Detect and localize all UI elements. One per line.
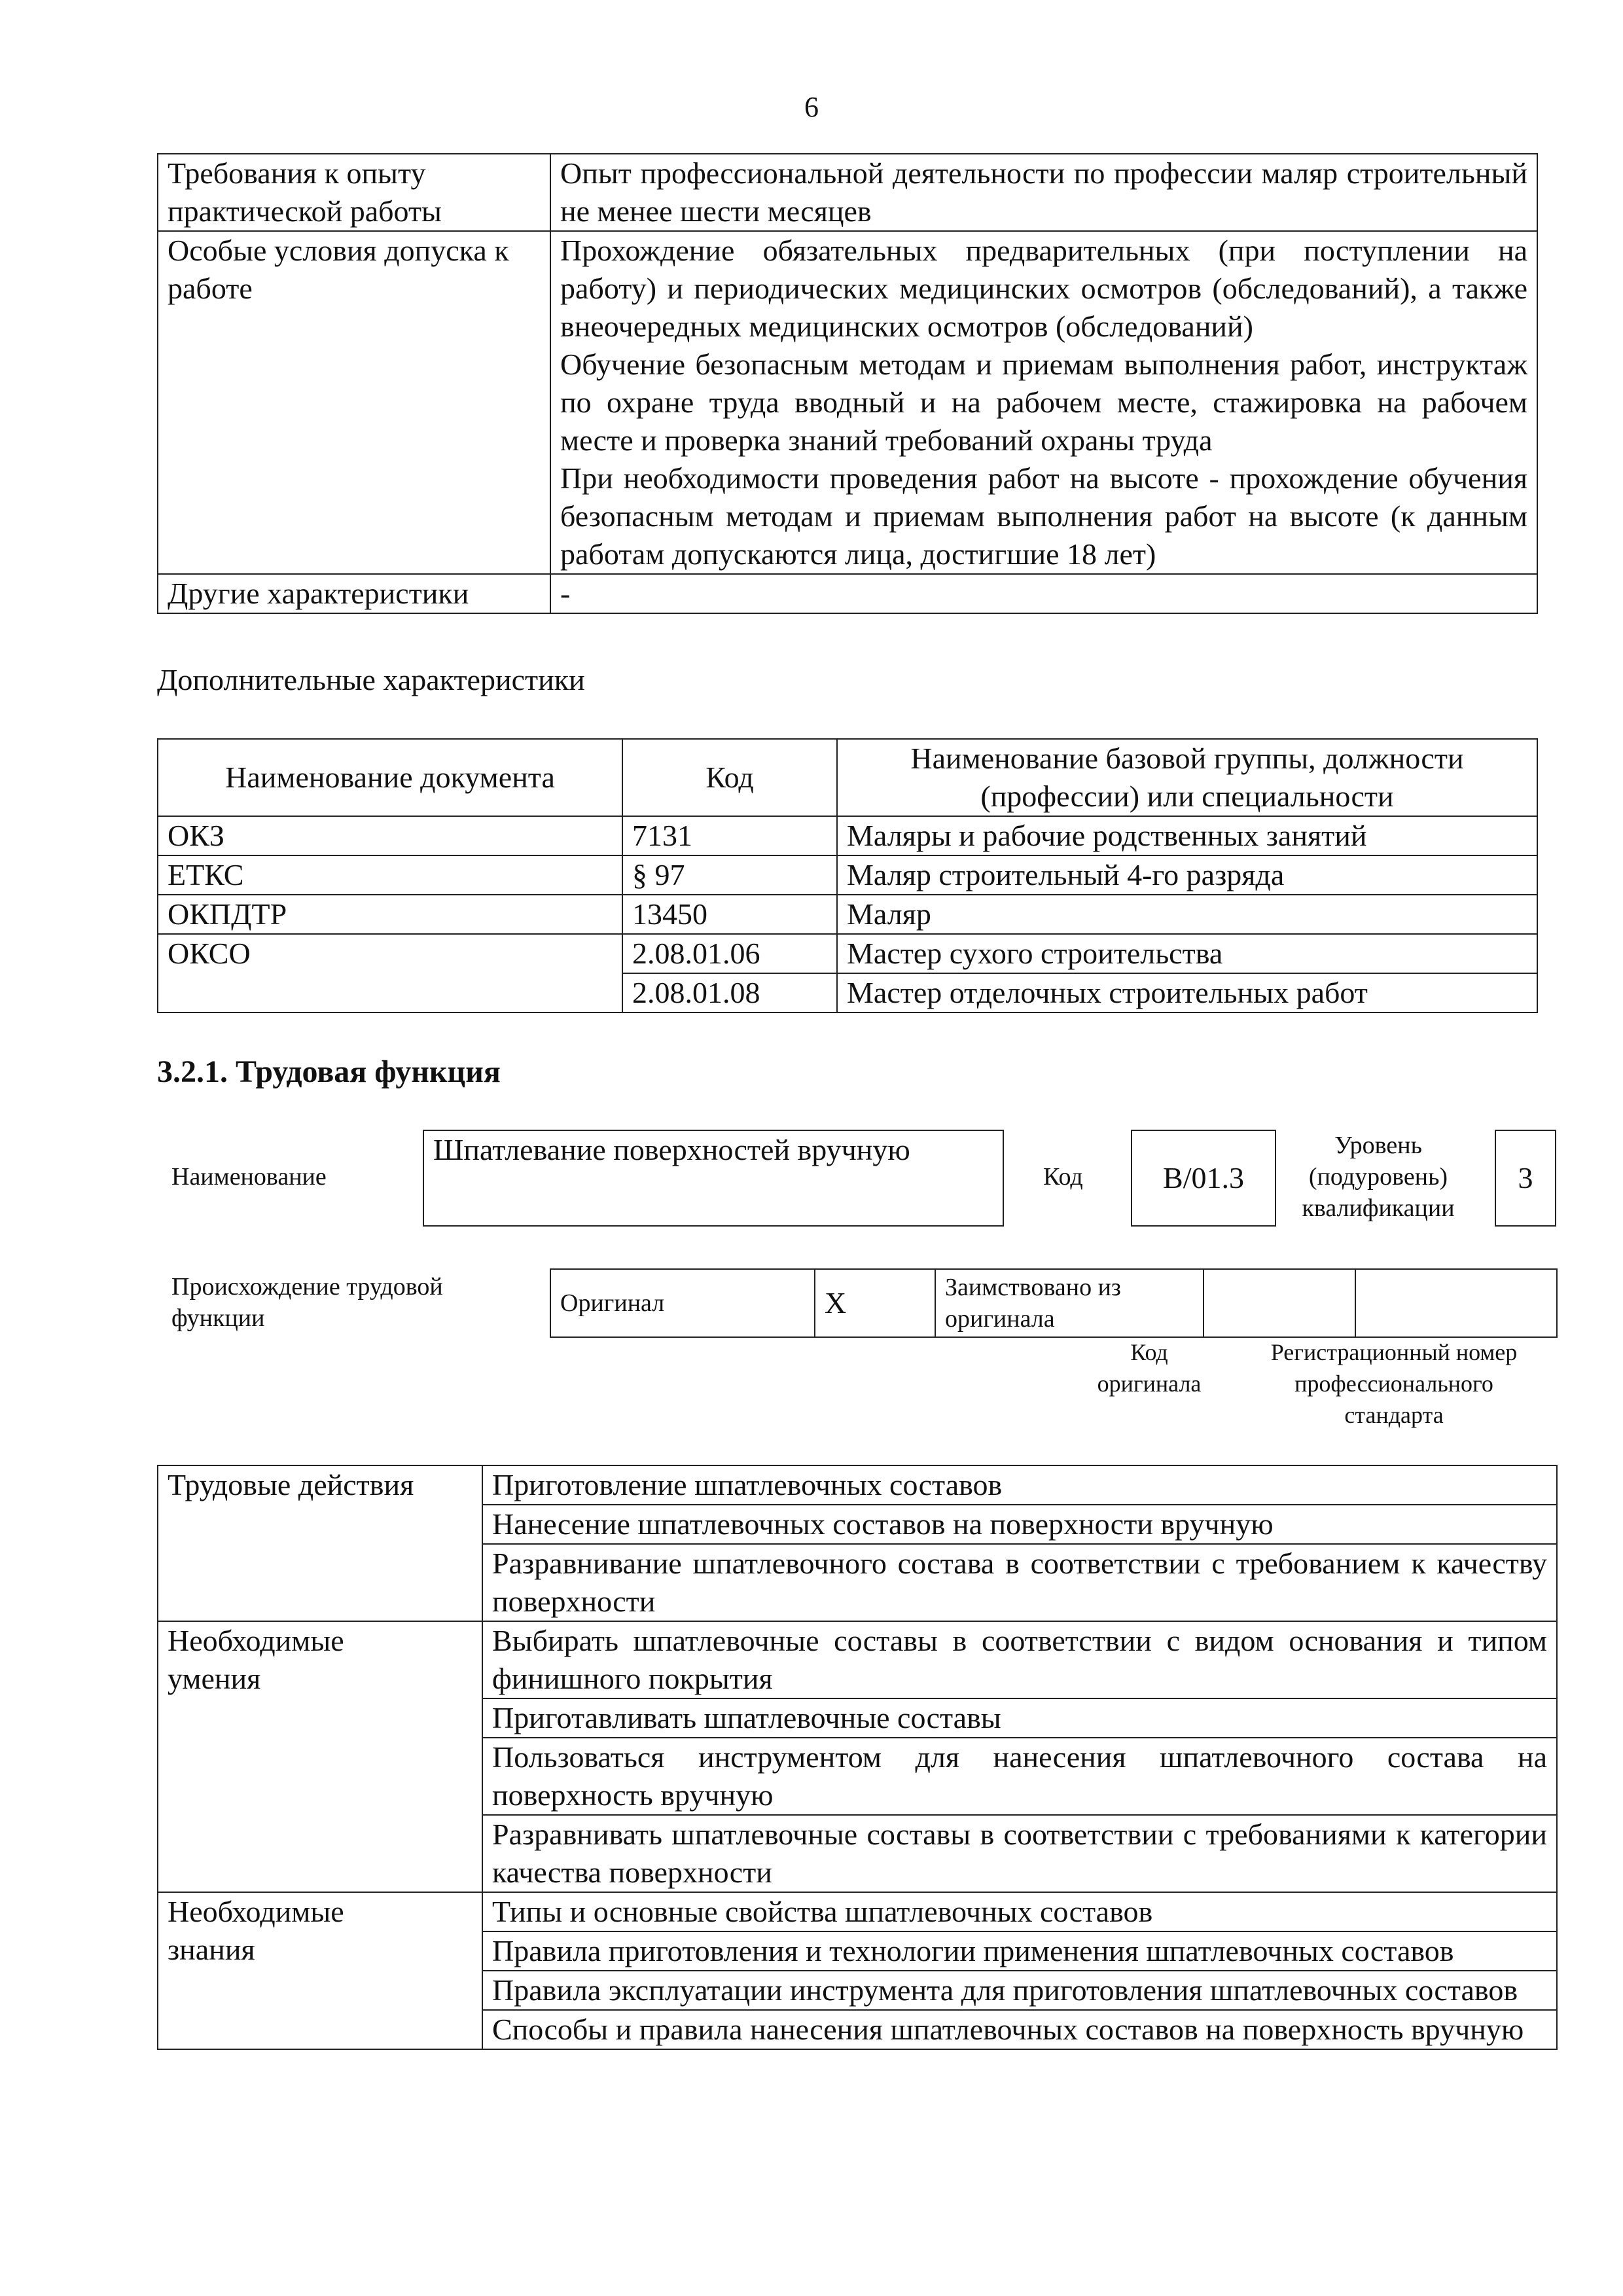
caption-line: Код [1130,1339,1168,1365]
name-cell: Маляры и рабочие родственных занятий [837,816,1537,855]
table-row [158,154,1537,231]
table-row [158,231,1537,574]
doc-cell: ОКЗ [158,816,622,855]
details-item: Приготовление шпатлевочных составов [482,1465,1557,1505]
doc-cell: ЕТКС [158,855,622,895]
row-label: Особые условия допуска к работе [158,231,550,574]
row-value [550,154,1537,231]
code-value: B/01.3 [1163,1161,1244,1194]
name-cell: Мастер сухого строительства [837,934,1537,973]
table-row [158,895,1537,934]
row-label: Требования к опыту практической работы [158,154,550,231]
details-item: Приготавливать шпатлевочные составы [482,1698,1557,1738]
header-name: Наименование базовой группы, должности (профессии) или специальности [837,739,1537,816]
level-box [1495,1130,1556,1227]
caption-line: Регистрационный номер [1270,1339,1518,1365]
code-box [1131,1130,1276,1227]
table-header-row [158,739,1537,816]
table-row [158,1892,1557,1931]
name-cell: Маляр [837,895,1537,934]
origin-label-line: функции [171,1304,265,1332]
header-doc: Наименование документа [158,739,622,816]
code-cell: 7131 [622,816,837,855]
row-value: - [550,574,1537,613]
row-line: Прохождение обязательных предварительных (при поступлении на работу) и периодических медицинских осмотров (обследований), а также внеочередных медицинских осмотров (обследований) [560,234,1527,343]
details-item: Нанесение шпатлевочных составов на поверхности вручную [482,1505,1557,1544]
table-row [158,1465,1557,1505]
page-number: 6 [804,91,819,123]
function-name-box [423,1130,1004,1227]
section-heading: 3.2.1. Трудовая функция [157,1054,501,1089]
caption-line: профессионального [1294,1371,1493,1397]
name-label: Наименование [171,1163,327,1191]
doc-cell: ОКПДТР [158,895,622,934]
row-label: Другие характеристики [158,574,550,613]
code-cell: 2.08.01.08 [622,973,837,1013]
details-label: Необходимые умения [158,1621,482,1892]
row-line: Опыт профессиональной деятельности по профессии маляр строительный не менее шести месяцев [560,156,1527,228]
caption-code [1073,1336,1225,1399]
code-cell: § 97 [622,855,837,895]
name-cell: Мастер отделочных строительных работ [837,973,1537,1013]
details-item: Правила приготовления и технологии применения шпатлевочных составов [482,1931,1557,1971]
origin-table [550,1268,1558,1338]
row-line: Обучение безопасным методам и приемам выполнения работ, инструктаж по охране труда вводный и на рабочем месте, стажировка на рабочем месте и проверка знаний требований охраны труда [560,348,1527,457]
table-row [158,855,1537,895]
original-code-cell [1204,1269,1355,1337]
borrowed-label [935,1269,1204,1337]
table-row [158,934,1537,973]
details-item: Пользоваться инструментом для нанесения шпатлевочного состава на поверхность вручную [482,1738,1557,1815]
additional-table [157,738,1538,1013]
row-line: При необходимости проведения работ на высоте - прохождение обучения безопасным методам и приемам выполнения работ на высоте (к данным работам допускаются лица, достигшие 18 лет) [560,461,1527,571]
name-cell: Маляр строительный 4-го разряда [837,855,1537,895]
origin-label-line: Происхождение трудовой [171,1273,443,1300]
additional-title: Дополнительные характеристики [157,663,585,696]
details-table [157,1465,1558,2050]
level-label [1283,1130,1474,1224]
code-cell: 2.08.01.06 [622,934,837,973]
caption-line: оригинала [1097,1371,1202,1397]
original-mark: X [815,1269,935,1337]
details-item: Типы и основные свойства шпатлевочных составов [482,1892,1557,1931]
level-label-line: Уровень [1334,1132,1422,1159]
borrowed-line: Заимствовано из [945,1274,1121,1301]
caption-registration [1230,1336,1558,1431]
level-label-line: (подуровень) [1308,1163,1448,1191]
details-item: Правила эксплуатации инструмента для приготовления шпатлевочных составов [482,1971,1557,2010]
details-label: Трудовые действия [158,1465,482,1621]
details-item: Способы и правила нанесения шпатлевочных составов на поверхность вручную [482,2010,1557,2049]
origin-row [550,1269,1557,1337]
details-label: Необходимые знания [158,1892,482,2049]
details-item: Разравнивание шпатлевочного состава в соответствии с требованием к качеству поверхности [482,1544,1557,1621]
details-item: Выбирать шпатлевочные составы в соответствии с видом основания и типом финишного покрытия [482,1621,1557,1698]
function-name-value: Шпатлевание поверхностей вручную [433,1133,910,1166]
origin-label [171,1271,443,1334]
level-label-line: квалификации [1302,1194,1455,1222]
level-value: 3 [1518,1161,1533,1194]
doc-cell: ОКСО [158,934,622,1013]
caption-line: стандарта [1344,1402,1444,1428]
table-row [158,1621,1557,1698]
borrowed-line: оригинала [945,1305,1055,1333]
code-cell: 13450 [622,895,837,934]
details-item: Разравнивать шпатлевочные составы в соответствии с требованиями к категории качества поверхности [482,1815,1557,1892]
header-code: Код [622,739,837,816]
table-row [158,816,1537,855]
code-label: Код [1043,1163,1083,1191]
row-value [550,231,1537,574]
registration-number-cell [1355,1269,1557,1337]
original-label: Оригинал [550,1269,815,1337]
table-row [158,574,1537,613]
requirements-table [157,153,1538,614]
